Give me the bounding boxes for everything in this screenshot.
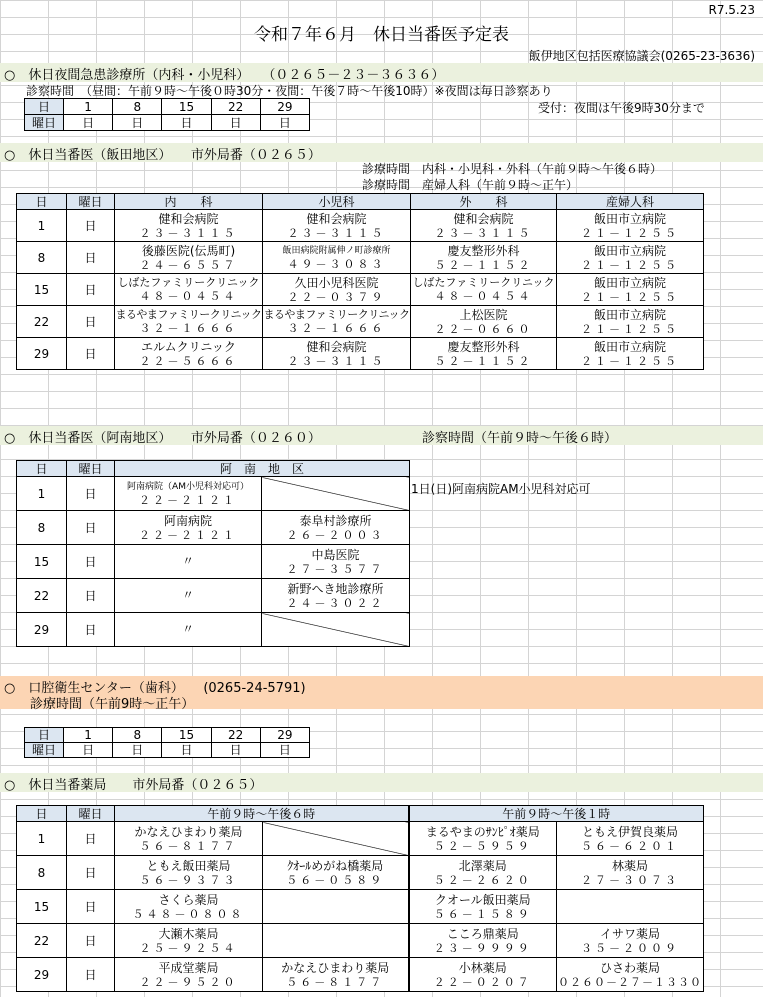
- iida-schedule-table: [16, 193, 704, 370]
- pharmacy-name: 北澤薬局: [458, 858, 507, 873]
- day-cell: 1: [17, 210, 67, 242]
- clinic-cell: [411, 338, 557, 370]
- pharmacy-cell: [409, 924, 557, 958]
- clinic-cell: [411, 210, 557, 242]
- pharmacy-schedule-table: [16, 805, 704, 992]
- clinic-name: まるやまファミリークリニック: [263, 308, 410, 321]
- day-cell: 22: [17, 579, 67, 613]
- table-row: [17, 511, 410, 545]
- pharmacy-cell: [409, 856, 557, 890]
- empty-cell: [262, 477, 410, 511]
- day-cell: 15: [162, 728, 211, 743]
- dow-cell: 日: [113, 743, 162, 758]
- day-cell: 22: [17, 306, 67, 338]
- col-header-day: 日: [17, 806, 67, 822]
- empty-cell: [557, 890, 704, 924]
- dow-cell: 日: [67, 613, 115, 647]
- clinic-phone: ２７－３５７７: [286, 562, 385, 576]
- clinic-name: 慶友整形外科: [447, 339, 520, 354]
- empty-cell: [263, 924, 409, 958]
- clinic-name: 健和会病院: [306, 211, 367, 226]
- clinic-phone: ２２－０３７９: [287, 290, 386, 304]
- day-cell: 15: [17, 545, 67, 579]
- col-header-9-to-6: 午前９時～午後６時: [115, 806, 409, 822]
- pharmacy-phone: ２７－３０７３: [581, 873, 680, 887]
- dental-heading: ○ 口腔衛生センター（歯科） (0265-24-5791): [4, 681, 306, 696]
- clinic-phone: ３２－１６６６: [139, 322, 238, 335]
- clinic-phone: ２１－１２５５: [581, 226, 679, 240]
- pharmacy-name: 小林薬局: [458, 960, 507, 975]
- pharmacy-heading: ○ 休日当番薬局 市外局番（０２６５）: [4, 778, 263, 793]
- pharmacy-cell: [115, 822, 263, 856]
- day-cell: 22: [211, 728, 260, 743]
- day-cell: 29: [17, 958, 67, 992]
- clinic-name: 飯田市立病院: [593, 339, 666, 354]
- iida-heading: ○ 休日当番医（飯田地区） 市外局番（０２６５）: [4, 148, 321, 163]
- clinic-cell: [115, 511, 262, 545]
- dow-cell: 日: [67, 511, 115, 545]
- clinic-cell: [411, 242, 557, 274]
- day-cell: 1: [17, 477, 67, 511]
- pharmacy-phone: ５２－５９５９: [433, 839, 532, 853]
- clinic-cell: [411, 274, 557, 306]
- pharmacy-cell: [409, 822, 557, 856]
- empty-cell: [263, 890, 409, 924]
- col-header-surgery: 外 科: [411, 194, 557, 210]
- pharmacy-cell: [409, 958, 557, 992]
- clinic-phone: ２２－２１２１: [139, 528, 237, 542]
- col-header-pediatrics: 小児科: [263, 194, 411, 210]
- dental-hours: 診療時間（午前9時～正午）: [30, 697, 195, 712]
- clinic-cell: [262, 579, 410, 613]
- pharmacy-name: まるやまのｻﾝﾋﾟｵ薬局: [425, 824, 540, 839]
- clinic-name: 飯田市立病院: [593, 243, 666, 258]
- dow-cell: 日: [64, 743, 113, 758]
- pharmacy-cell: [115, 958, 263, 992]
- clinic-phone: ４８－０４５４: [434, 290, 533, 303]
- pharmacy-name: かなえひまわり薬局: [134, 824, 243, 839]
- dow-cell: 日: [67, 924, 115, 958]
- day-cell: 8: [17, 511, 67, 545]
- clinic-phone: ５２－１１５２: [434, 354, 533, 368]
- ditto-mark: 〃: [181, 588, 194, 602]
- dow-cell: 日: [211, 115, 260, 131]
- dow-cell: 日: [67, 477, 115, 511]
- dow-cell: 日: [260, 115, 309, 131]
- pharmacy-name: 林薬局: [612, 858, 649, 873]
- clinic-cell: [115, 545, 262, 579]
- pharmacy-name: 平成堂薬局: [158, 960, 219, 975]
- col-header-dow: 曜日: [67, 194, 115, 210]
- col-header-dow: 曜日: [67, 461, 115, 477]
- table-row: [17, 579, 410, 613]
- pharmacy-phone: ２２－９５２０: [139, 975, 238, 989]
- clinic-cell: [557, 210, 704, 242]
- col-header-internal: 内 科: [115, 194, 263, 210]
- day-cell: 29: [260, 728, 309, 743]
- row-label: 日: [25, 728, 64, 743]
- pharmacy-name: ともえ飯田薬局: [146, 858, 231, 873]
- night-clinic-days-table: [24, 98, 310, 131]
- table-row: [17, 306, 704, 338]
- pharmacy-cell: [115, 924, 263, 958]
- anan-schedule-table: [16, 460, 410, 647]
- clinic-name: 阿南病院（AM小児科対応可）: [127, 481, 249, 492]
- document-id: R7.5.23: [708, 3, 755, 17]
- day-cell: 29: [17, 338, 67, 370]
- day-cell: 8: [113, 99, 162, 115]
- clinic-cell: [115, 613, 262, 647]
- pharmacy-phone: ２２－０２０７: [433, 975, 532, 989]
- table-row: [17, 477, 410, 511]
- pharmacy-cell: [557, 958, 704, 992]
- dow-cell: 日: [64, 115, 113, 131]
- clinic-name: 阿南病院: [163, 513, 212, 528]
- clinic-cell: [262, 545, 410, 579]
- clinic-cell: [115, 210, 263, 242]
- pharmacy-cell: [263, 958, 409, 992]
- col-header-9-to-1: 午前９時～午後１時: [409, 806, 704, 822]
- clinic-name: 飯田市立病院: [593, 211, 666, 226]
- pharmacy-name: こころ鼎薬局: [446, 926, 519, 941]
- col-header-dow: 曜日: [67, 806, 115, 822]
- ditto-mark: 〃: [181, 554, 194, 568]
- clinic-cell: [557, 306, 704, 338]
- clinic-cell: [557, 242, 704, 274]
- clinic-name: 中島医院: [311, 547, 360, 562]
- clinic-name: 健和会病院: [158, 211, 219, 226]
- clinic-cell: [263, 274, 411, 306]
- clinic-phone: ２１－１２５５: [581, 322, 679, 336]
- clinic-phone: ２４－６５５７: [139, 258, 238, 272]
- table-row: [17, 242, 704, 274]
- dow-cell: 日: [67, 545, 115, 579]
- clinic-phone: ２３－３１１５: [287, 226, 386, 240]
- clinic-name: まるやまファミリークリニック: [115, 308, 262, 321]
- anan-heading: ○ 休日当番医（阿南地区） 市外局番（０２６０）: [4, 431, 321, 446]
- pharmacy-phone: ２５－９２５４: [139, 941, 238, 955]
- clinic-name: 飯田病院附属伸ノ町診療所: [282, 245, 391, 256]
- clinic-cell: [263, 338, 411, 370]
- day-cell: 15: [17, 890, 67, 924]
- pharmacy-phone: ５６－１５８９: [433, 907, 532, 921]
- pharmacy-cell: [557, 822, 704, 856]
- clinic-cell: [115, 477, 262, 511]
- clinic-name: 後藤医院(伝馬町): [141, 243, 236, 258]
- pharmacy-name: さくら薬局: [158, 892, 219, 907]
- clinic-phone: ２２－５６６６: [139, 354, 238, 368]
- table-row: [17, 856, 704, 890]
- day-cell: 15: [162, 99, 211, 115]
- pharmacy-cell: [263, 856, 409, 890]
- dow-cell: 日: [67, 242, 115, 274]
- pharmacy-phone: ５６－８１７７: [286, 975, 385, 989]
- day-cell: 8: [17, 242, 67, 274]
- pharmacy-phone: ５６－８１７７: [139, 839, 238, 853]
- pharmacy-name: クオール飯田薬局: [434, 892, 531, 907]
- clinic-phone: ２１－１２５５: [581, 290, 679, 304]
- night-clinic-hours: 診察時間 （昼間：午前９時～午後０時30分・夜間：午後７時～午後10時）※夜間は毎日診察あり: [26, 84, 553, 98]
- table-row: [17, 210, 704, 242]
- dow-cell: 日: [67, 579, 115, 613]
- pharmacy-phone: ５４８－０８０８: [132, 907, 245, 921]
- clinic-phone: ３２－１６６６: [287, 322, 386, 335]
- table-row: [17, 924, 704, 958]
- dow-cell: 日: [67, 822, 115, 856]
- dental-days-table: [24, 727, 310, 758]
- clinic-phone: ２６－２００３: [286, 528, 385, 542]
- day-cell: 8: [113, 728, 162, 743]
- col-header-obstetrics: 産婦人科: [557, 194, 704, 210]
- day-cell: 8: [17, 856, 67, 890]
- clinic-name: 上松医院: [459, 307, 508, 322]
- night-clinic-heading: ○ 休日夜間急患診療所（内科・小児科） （０２６５－２３－３６３６）: [4, 68, 445, 83]
- table-row: [17, 890, 704, 924]
- pharmacy-cell: [409, 890, 557, 924]
- clinic-phone: ２１－１２５５: [581, 354, 679, 368]
- clinic-cell: [115, 338, 263, 370]
- clinic-name: エルムクリニック: [141, 339, 236, 354]
- clinic-name: 飯田市立病院: [593, 307, 666, 322]
- dow-cell: 日: [211, 743, 260, 758]
- clinic-name: 健和会病院: [306, 339, 367, 354]
- row-label: 日: [25, 99, 64, 115]
- col-header-day: 日: [17, 194, 67, 210]
- dow-cell: 日: [113, 115, 162, 131]
- day-cell: 22: [211, 99, 260, 115]
- pharmacy-name: ひさわ薬局: [600, 960, 661, 975]
- night-clinic-reception: 受付：夜間は午後9時30分まで: [538, 101, 705, 115]
- dow-cell: 日: [67, 338, 115, 370]
- clinic-phone: ２３－３１１５: [434, 226, 533, 240]
- dow-cell: 日: [67, 274, 115, 306]
- pharmacy-cell: [115, 890, 263, 924]
- clinic-name: 健和会病院: [453, 211, 514, 226]
- dow-cell: 日: [162, 115, 211, 131]
- clinic-phone: ２２－０６６０: [434, 322, 533, 336]
- clinic-cell: [411, 306, 557, 338]
- pharmacy-cell: [115, 856, 263, 890]
- pharmacy-phone: ２３－９９９９: [433, 941, 532, 955]
- clinic-phone: ２３－３１１５: [287, 354, 386, 368]
- clinic-phone: ５２－１１５２: [434, 258, 533, 272]
- table-row: [17, 613, 410, 647]
- day-cell: 1: [64, 99, 113, 115]
- clinic-phone: ２２－２１２１: [139, 493, 237, 507]
- clinic-name: 飯田市立病院: [593, 275, 666, 290]
- issuer: 飯伊地区包括医療協議会(0265-23-3636): [528, 49, 755, 63]
- clinic-cell: [115, 579, 262, 613]
- anan-note: 1日(日)阿南病院AM小児科対応可: [411, 482, 591, 496]
- day-cell: 22: [17, 924, 67, 958]
- dow-cell: 日: [67, 890, 115, 924]
- col-header-anan: 阿 南 地 区: [115, 461, 410, 477]
- day-cell: 1: [64, 728, 113, 743]
- clinic-name: しばたファミリークリニック: [412, 276, 555, 289]
- table-row: [17, 545, 410, 579]
- clinic-cell: [262, 511, 410, 545]
- row-label: 曜日: [25, 743, 64, 758]
- clinic-phone: ２４－３０２２: [286, 596, 385, 610]
- clinic-phone: ２１－１２５５: [581, 258, 679, 272]
- clinic-cell: [263, 242, 411, 274]
- clinic-name: 新野へき地診療所: [287, 581, 384, 596]
- table-row: [17, 274, 704, 306]
- clinic-name: 久田小児科医院: [294, 275, 379, 290]
- empty-cell: [262, 613, 410, 647]
- pharmacy-phone: ５２－２６２０: [433, 873, 532, 887]
- pharmacy-cell: [557, 924, 704, 958]
- day-cell: 29: [260, 99, 309, 115]
- pharmacy-name: 大瀬木薬局: [158, 926, 219, 941]
- clinic-phone: ４８－０４５４: [139, 290, 238, 303]
- anan-hours: 診察時間（午前９時～午後６時）: [422, 431, 618, 446]
- pharmacy-name: かなえひまわり薬局: [281, 960, 390, 975]
- dow-cell: 日: [67, 306, 115, 338]
- clinic-phone: ２３－３１１５: [139, 226, 238, 240]
- dow-cell: 日: [67, 856, 115, 890]
- clinic-cell: [115, 274, 263, 306]
- clinic-name: しばたファミリークリニック: [117, 276, 260, 289]
- dow-cell: 日: [162, 743, 211, 758]
- pharmacy-name: イサワ薬局: [600, 926, 661, 941]
- day-cell: 1: [17, 822, 67, 856]
- empty-cell: [263, 822, 409, 856]
- day-cell: 29: [17, 613, 67, 647]
- table-row: [17, 822, 704, 856]
- pharmacy-phone: ３５－２００９: [581, 941, 680, 955]
- pharmacy-name: ｸｵｰﾙめがね橋薬局: [287, 858, 384, 873]
- clinic-name: 慶友整形外科: [447, 243, 520, 258]
- pharmacy-phone: ５６－６２０１: [581, 839, 680, 853]
- clinic-name: 泰阜村診療所: [299, 513, 372, 528]
- table-row: [17, 338, 704, 370]
- clinic-cell: [115, 242, 263, 274]
- pharmacy-cell: [557, 856, 704, 890]
- col-header-day: 日: [17, 461, 67, 477]
- pharmacy-phone: ０２６０－２７－１３３０: [558, 975, 703, 989]
- page-title: 令和７年６月 休日当番医予定表: [254, 25, 509, 45]
- clinic-cell: [557, 274, 704, 306]
- day-cell: 15: [17, 274, 67, 306]
- dow-cell: 日: [67, 958, 115, 992]
- ditto-mark: 〃: [181, 622, 194, 636]
- pharmacy-phone: ５６－９３７３: [139, 873, 238, 887]
- iida-hours-1: 診療時間 内科・小児科・外科（午前９時～午後６時）: [362, 162, 663, 176]
- clinic-cell: [115, 306, 263, 338]
- table-row: [17, 958, 704, 992]
- iida-hours-2: 診療時間 産婦人科（午前９時～正午）: [362, 178, 579, 192]
- row-label: 曜日: [25, 115, 64, 131]
- pharmacy-phone: ５６－０５８９: [286, 873, 385, 887]
- clinic-cell: [263, 306, 411, 338]
- clinic-phone: ４９－３０８３: [287, 257, 386, 271]
- clinic-cell: [263, 210, 411, 242]
- dow-cell: 日: [67, 210, 115, 242]
- clinic-cell: [557, 338, 704, 370]
- dow-cell: 日: [260, 743, 309, 758]
- pharmacy-name: ともえ伊賀良薬局: [582, 824, 679, 839]
